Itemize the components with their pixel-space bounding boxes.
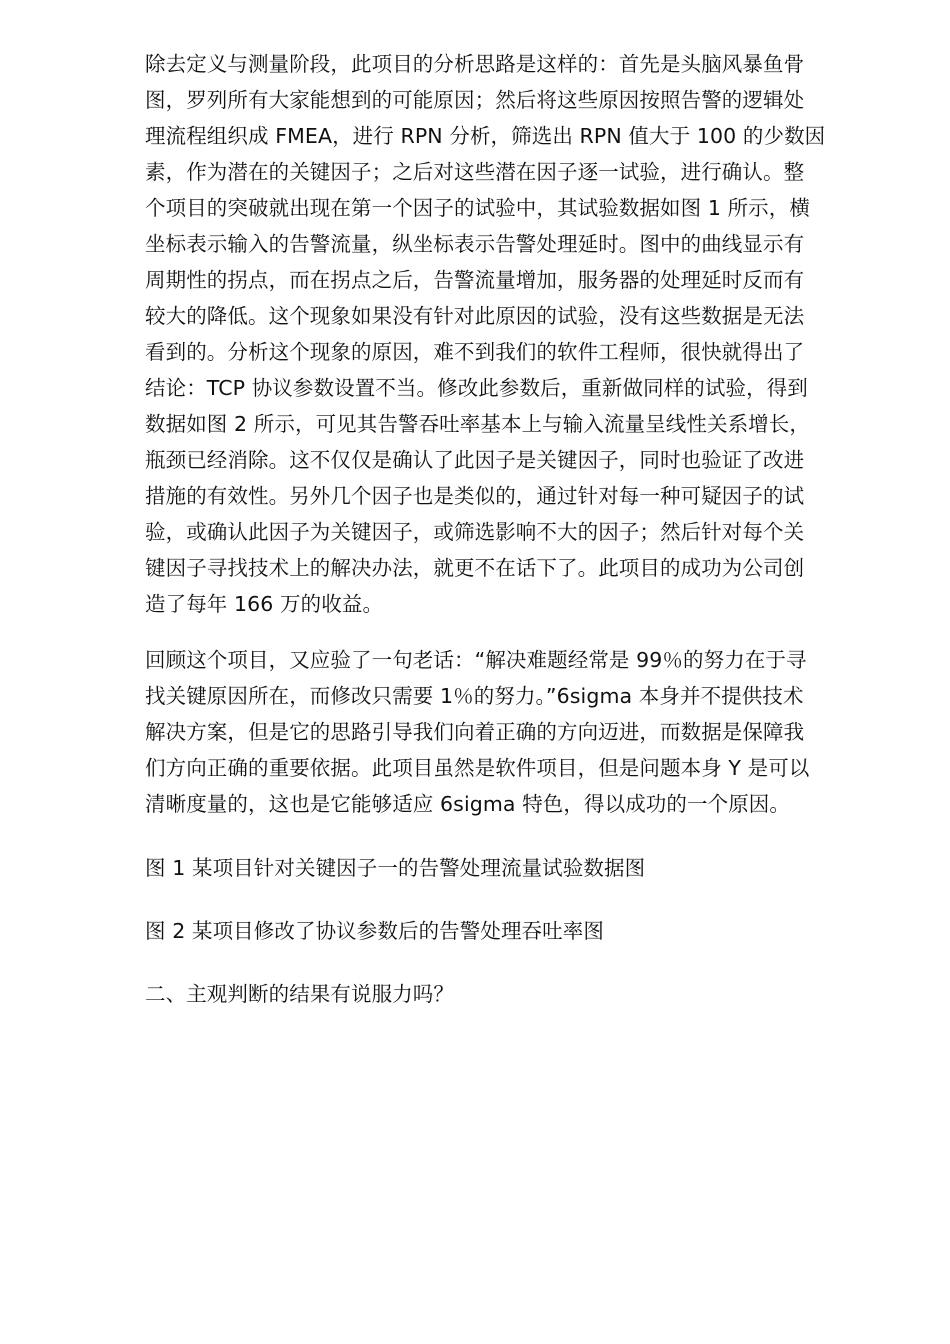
paragraph-line: 解决方案，但是它的思路引导我们向着正确的方向迈进，而数据是保障我 xyxy=(145,720,805,744)
paragraph-line: 素，作为潜在的关键因子；之后对这些潜在因子逐一试验，进行确认。整 xyxy=(145,160,805,184)
document-page xyxy=(145,46,880,1012)
paragraph-line: 键因子寻找技术上的解决办法，就更不在话下了。此项目的成功为公司创 xyxy=(145,556,805,580)
paragraph-line: 回顾这个项目，又应验了一句老话：“解决难题经常是 99％的努力在于寻 xyxy=(145,648,807,672)
figure-1-caption: 图 1 某项目针对关键因子一的告警处理流量试验数据图 xyxy=(145,856,646,880)
paragraph-line: 看到的。分析这个现象的原因，难不到我们的软件工程师，很快就得出了 xyxy=(145,340,805,364)
paragraph-line: 坐标表示输入的告警流量，纵坐标表示告警处理延时。图中的曲线显示有 xyxy=(145,232,805,256)
paragraph-line: 结论：TCP 协议参数设置不当。修改此参数后，重新做同样的试验，得到 xyxy=(145,376,808,400)
paragraph-line: 们方向正确的重要依据。此项目虽然是软件项目，但是问题本身 Y 是可以 xyxy=(145,756,810,780)
paragraph-line: 找关键原因所在，而修改只需要 1％的努力。”6sigma 本身并不提供技术 xyxy=(145,684,804,708)
paragraph-line: 验，或确认此因子为关键因子，或筛选影响不大的因子；然后针对每个关 xyxy=(145,520,805,544)
section-heading: 二、主观判断的结果有说服力吗？ xyxy=(145,982,454,1006)
paragraph-line: 图，罗列所有大家能想到的可能原因；然后将这些原因按照告警的逻辑处 xyxy=(145,88,805,112)
paragraph-line: 理流程组织成 FMEA，进行 RPN 分析，筛选出 RPN 值大于 100 的少数因 xyxy=(145,124,826,148)
body-paragraph-1 xyxy=(145,46,880,622)
paragraph-line: 个项目的突破就出现在第一个因子的试验中，其试验数据如图 1 所示，横 xyxy=(145,196,810,220)
paragraph-line: 除去定义与测量阶段，此项目的分析思路是这样的：首先是头脑风暴鱼骨 xyxy=(145,52,805,76)
paragraph-line: 措施的有效性。另外几个因子也是类似的，通过针对每一种可疑因子的试 xyxy=(145,484,805,508)
body-paragraph-2 xyxy=(145,642,880,822)
paragraph-line: 清晰度量的，这也是它能够适应 6sigma 特色，得以成功的一个原因。 xyxy=(145,792,790,816)
paragraph-line: 瓶颈已经消除。这不仅仅是确认了此因子是关键因子，同时也验证了改进 xyxy=(145,448,805,472)
paragraph-line: 数据如图 2 所示，可见其告警吞吐率基本上与输入流量呈线性关系增长， xyxy=(145,412,810,436)
paragraph-line: 周期性的拐点，而在拐点之后，告警流量增加，服务器的处理延时反而有 xyxy=(145,268,805,292)
paragraph-line: 造了每年 166 万的收益。 xyxy=(145,592,384,616)
figure-2-caption: 图 2 某项目修改了协议参数后的告警处理吞吐率图 xyxy=(145,919,604,943)
paragraph-line: 较大的降低。这个现象如果没有针对此原因的试验，没有这些数据是无法 xyxy=(145,304,805,328)
